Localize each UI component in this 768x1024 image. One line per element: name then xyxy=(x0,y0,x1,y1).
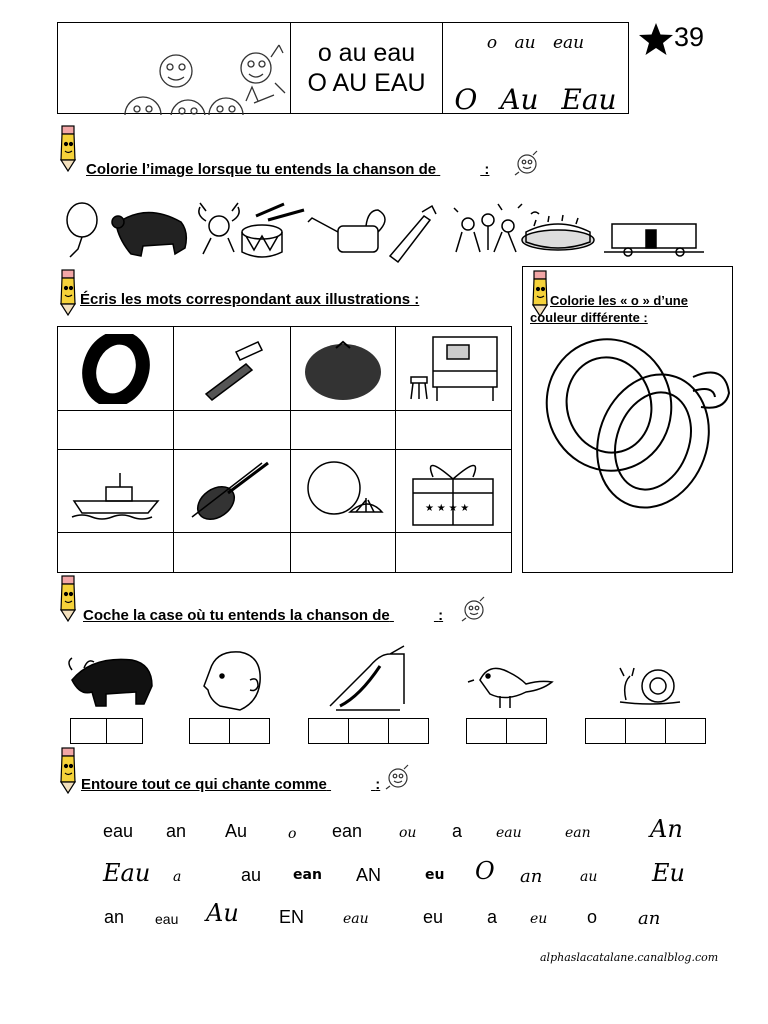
color-o-box xyxy=(522,266,733,573)
pot-character-icon xyxy=(382,764,416,790)
footer-credit: alphaslacatalane.canalblog.com xyxy=(540,951,719,964)
write-cell[interactable] xyxy=(174,533,290,573)
picture-cell-tomato xyxy=(290,327,395,411)
write-cell[interactable] xyxy=(174,411,290,450)
train-wagon-icon xyxy=(604,224,704,256)
slide-icon xyxy=(330,646,404,710)
bird-icon xyxy=(468,668,552,708)
check-group-snail xyxy=(585,718,706,744)
write-cell[interactable] xyxy=(290,533,395,573)
syllable-checkbox[interactable] xyxy=(388,718,429,744)
sheet-number: 39 xyxy=(674,22,705,52)
tomato-icon xyxy=(298,334,388,404)
picture-cell-gift xyxy=(395,450,511,533)
word-item[interactable]: ean xyxy=(293,867,322,883)
exercise3-line1: Colorie les « o » d’une xyxy=(550,293,688,308)
header-print-lower: o au eau xyxy=(317,39,416,67)
word-item[interactable]: o xyxy=(587,907,598,927)
word-item[interactable]: au xyxy=(241,865,262,885)
word-item[interactable]: Au xyxy=(225,821,248,841)
exercise5-text: Entoure tout ce qui chante comme xyxy=(81,776,327,793)
word-item[interactable]: eu xyxy=(425,867,445,883)
word-item[interactable]: ean xyxy=(565,825,591,841)
syllable-checkbox[interactable] xyxy=(70,718,107,744)
word-item[interactable]: ean xyxy=(332,821,363,841)
word-item[interactable]: o xyxy=(288,826,297,842)
cake-icon xyxy=(522,215,594,250)
word-item[interactable]: An xyxy=(650,815,683,843)
orange-icon xyxy=(298,456,388,526)
syllable-checkbox[interactable] xyxy=(466,718,507,744)
gift-icon xyxy=(403,453,503,529)
check-group-ear xyxy=(189,718,270,744)
syllable-checkbox[interactable] xyxy=(189,718,230,744)
drum-icon xyxy=(242,204,304,257)
bear-icon xyxy=(112,212,186,256)
word-item[interactable]: AN xyxy=(356,865,382,885)
boat-icon xyxy=(66,461,166,521)
exercise4-text: Coche la case où tu entends la chanson de xyxy=(83,607,390,624)
word-item[interactable]: eau xyxy=(103,821,134,841)
picture-cell-boat xyxy=(58,450,174,533)
header-cursive-letters xyxy=(443,23,628,116)
pencil-icon xyxy=(58,124,80,172)
header-print-upper: O AU EAU xyxy=(307,69,426,97)
syllable-checkbox[interactable] xyxy=(625,718,666,744)
check-group-bull xyxy=(70,718,143,744)
pot-character-icon xyxy=(458,596,492,622)
picture-cell-letter-o xyxy=(58,327,174,411)
exercise4-colon: : xyxy=(438,607,444,624)
word-item[interactable]: ou xyxy=(399,825,417,841)
word-item[interactable]: a xyxy=(452,821,463,841)
exercise2-instruction: Écris les mots correspondant aux illustrations : xyxy=(80,291,420,308)
write-cell[interactable] xyxy=(395,411,511,450)
word-item[interactable]: EN xyxy=(279,907,305,927)
word-item[interactable]: a xyxy=(173,869,182,885)
header-illustration xyxy=(58,23,291,113)
syllable-checkbox[interactable] xyxy=(348,718,389,744)
word-item[interactable]: Eau xyxy=(103,859,151,887)
exercise1-colon: : xyxy=(484,161,490,178)
syllable-checkbox[interactable] xyxy=(506,718,547,744)
pen-icon xyxy=(192,334,272,404)
balloon-icon xyxy=(67,203,97,257)
violin-icon xyxy=(182,453,282,529)
watering-can-icon xyxy=(308,210,385,252)
write-cell[interactable] xyxy=(395,533,511,573)
header-box xyxy=(57,22,629,114)
word-item[interactable]: Au xyxy=(206,899,239,927)
bull-icon xyxy=(69,658,152,706)
exercise5-instruction xyxy=(81,776,380,793)
picture-cell-violin xyxy=(174,450,290,533)
picture-cell-orange xyxy=(290,450,395,533)
paintbrush-icon xyxy=(390,206,436,262)
syllable-checkbox[interactable] xyxy=(308,718,349,744)
pencil-icon xyxy=(58,746,80,794)
word-item[interactable]: au xyxy=(580,869,598,885)
write-cell[interactable] xyxy=(58,533,174,573)
syllable-checkbox[interactable] xyxy=(106,718,143,744)
pencil-icon xyxy=(58,268,80,316)
word-item[interactable]: a xyxy=(487,907,498,927)
pot-character-icon xyxy=(511,150,545,176)
check-group-slide xyxy=(308,718,429,744)
exercise3-line2: couleur différente : xyxy=(530,310,648,325)
snail-icon xyxy=(620,668,680,704)
word-item[interactable]: an xyxy=(104,907,125,927)
star-icon xyxy=(638,22,674,56)
pencil-icon xyxy=(58,574,80,622)
picture-cell-pen xyxy=(174,327,290,411)
word-item[interactable]: eau xyxy=(496,825,522,841)
exercise5-colon: : xyxy=(375,776,381,793)
write-cell[interactable] xyxy=(290,411,395,450)
header-print-letters xyxy=(291,23,443,113)
word-item[interactable]: an xyxy=(166,821,187,841)
exercise1-pictures xyxy=(56,196,716,266)
word-item[interactable]: eu xyxy=(423,907,444,927)
word-item[interactable]: an xyxy=(638,908,661,929)
header-cursive-lower: o au eau xyxy=(486,33,585,53)
check-group-bird xyxy=(466,718,547,744)
header-cursive-upper: O Au Eau xyxy=(454,83,617,116)
word-item[interactable]: eau xyxy=(343,911,369,927)
syllable-checkbox[interactable] xyxy=(665,718,706,744)
fairy-icon xyxy=(199,203,239,254)
word-item[interactable]: an xyxy=(520,866,543,887)
word-item[interactable]: eau xyxy=(155,911,179,927)
exercise1-text: Colorie l’image lorsque tu entends la chanson de xyxy=(86,161,437,178)
syllable-checkbox[interactable] xyxy=(585,718,626,744)
word-writing-grid xyxy=(57,326,512,573)
write-cell[interactable] xyxy=(58,411,174,450)
interlocked-o-illustration[interactable] xyxy=(543,331,733,521)
word-item[interactable]: O xyxy=(475,857,495,885)
exercise4-instruction xyxy=(83,607,443,624)
word-item[interactable]: eu xyxy=(530,911,548,927)
syllable-checkbox[interactable] xyxy=(229,718,270,744)
svg-text:★ ★ ★ ★: ★ ★ ★ ★ xyxy=(425,503,470,514)
picture-cell-piano xyxy=(395,327,511,411)
letter-o-icon xyxy=(81,334,151,404)
piano-icon xyxy=(403,331,503,407)
word-item[interactable]: Eu xyxy=(652,859,685,887)
exercise4-pictures xyxy=(60,640,710,718)
exercise1-instruction xyxy=(86,161,489,178)
pot-characters-illustration xyxy=(58,23,291,115)
head-with-ear-icon xyxy=(204,652,260,710)
